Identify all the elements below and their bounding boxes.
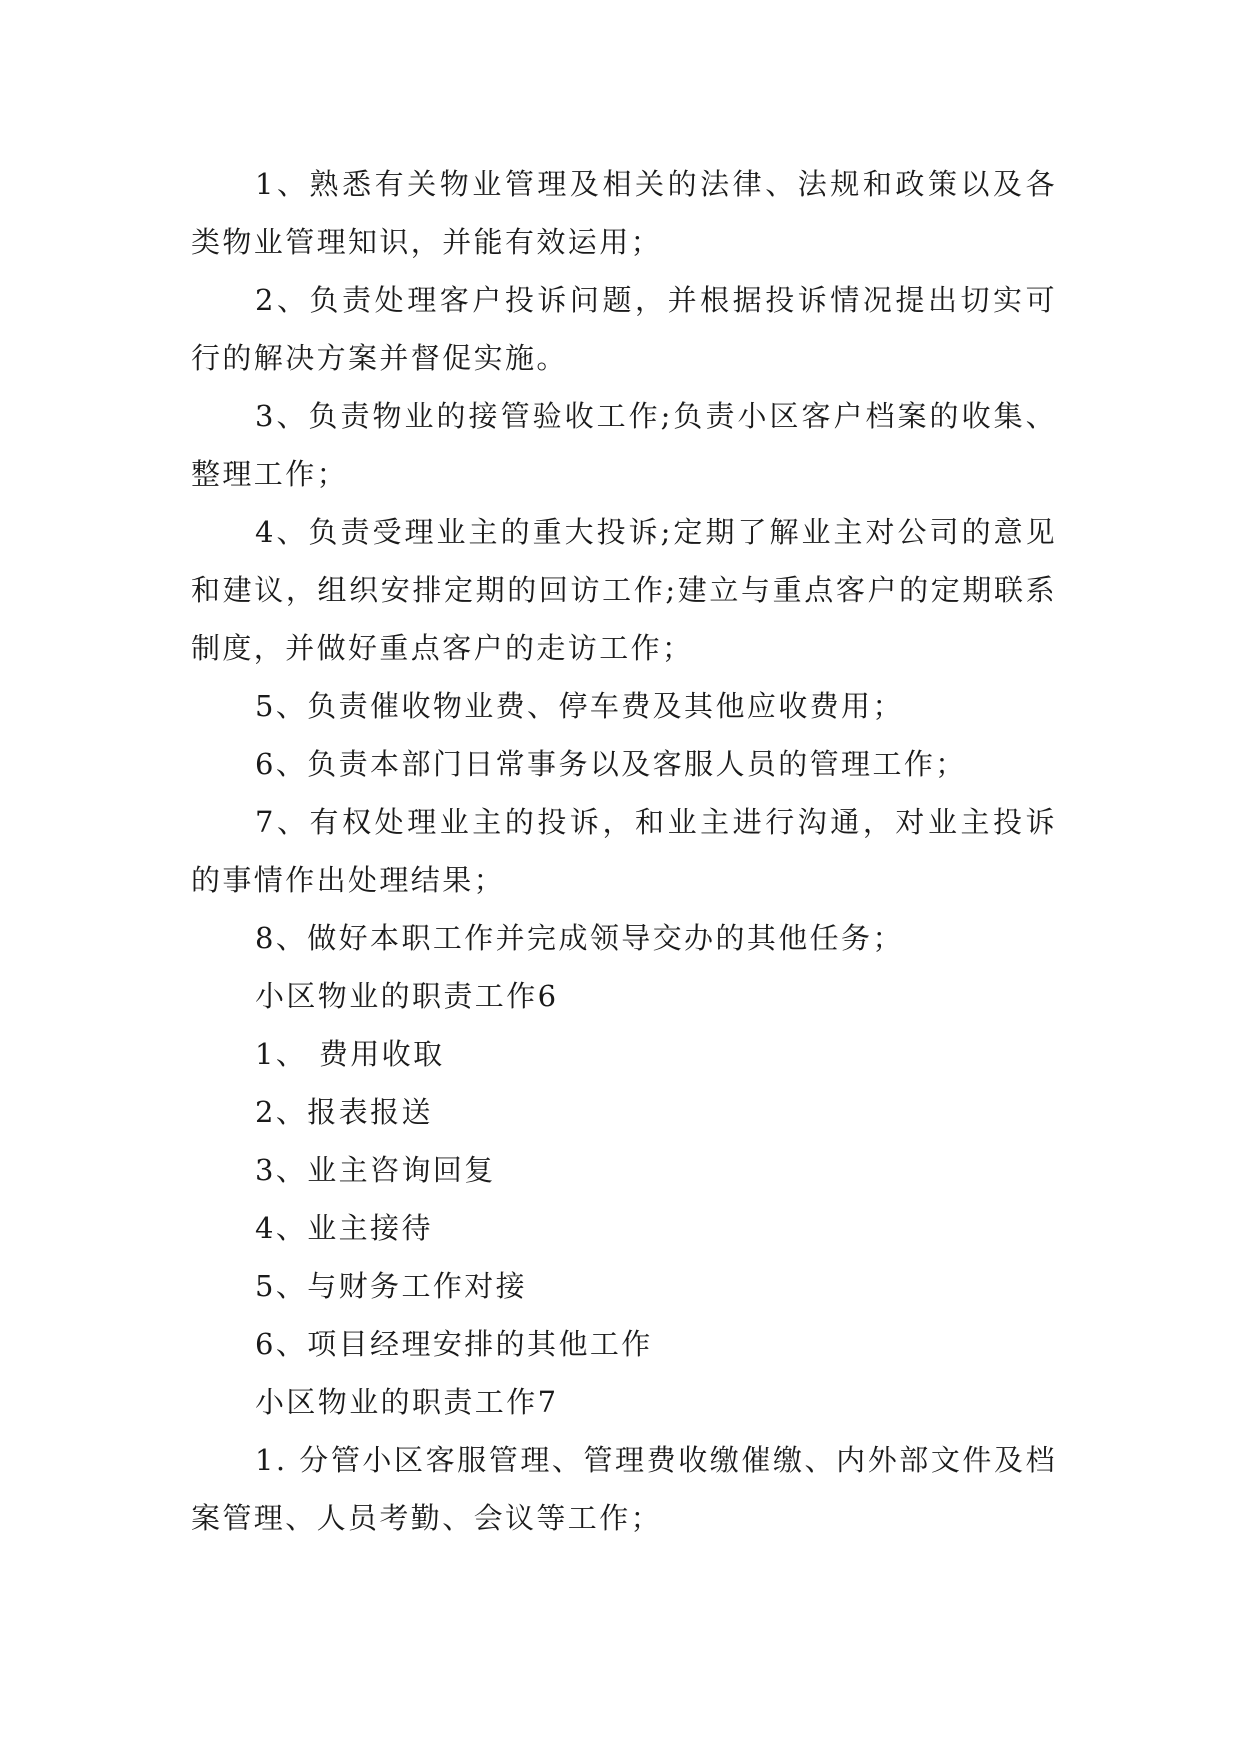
paragraph-duty-1: 1、熟悉有关物业管理及相关的法律、法规和政策以及各类物业管理知识，并能有效运用；: [191, 167, 1057, 259]
list-item-finance-liaison: 5、与财务工作对接: [255, 1269, 528, 1303]
list-item-fee-collection: 1、 费用收取: [255, 1037, 445, 1071]
paragraph-duty-8: 8、做好本职工作并完成领导交办的其他任务；: [255, 921, 904, 955]
paragraph-duty-6: 6、负责本部门日常事务以及客服人员的管理工作；: [255, 747, 967, 781]
paragraph-duty-4: 4、负责受理业主的重大投诉;定期了解业主对公司的意见和建议，组织安排定期的回访工作;建立与重点客户的定期联系制度，并做好重点客户的走访工作；: [191, 515, 1057, 665]
list-item-owner-inquiry: 3、业主咨询回复: [255, 1153, 496, 1187]
paragraph-duty-7: 7、有权处理业主的投诉，和业主进行沟通，对业主投诉的事情作出处理结果；: [191, 805, 1057, 897]
section-heading-7: 小区物业的职责工作7: [255, 1385, 559, 1419]
paragraph-duty-5: 5、负责催收物业费、停车费及其他应收费用；: [255, 689, 904, 723]
paragraph-section7-item-1: 1. 分管小区客服管理、管理费收缴催缴、内外部文件及档案管理、人员考勤、会议等工作；: [191, 1443, 1057, 1535]
list-item-other-work: 6、项目经理安排的其他工作: [255, 1327, 653, 1361]
list-item-report-submission: 2、报表报送: [255, 1095, 433, 1129]
list-item-owner-reception: 4、业主接待: [255, 1211, 433, 1245]
paragraph-duty-3: 3、负责物业的接管验收工作;负责小区客户档案的收集、整理工作；: [191, 399, 1057, 491]
paragraph-duty-2: 2、负责处理客户投诉问题，并根据投诉情况提出切实可行的解决方案并督促实施。: [191, 283, 1057, 375]
document-page: [191, 155, 1057, 1547]
section-heading-6: 小区物业的职责工作6: [255, 979, 559, 1013]
